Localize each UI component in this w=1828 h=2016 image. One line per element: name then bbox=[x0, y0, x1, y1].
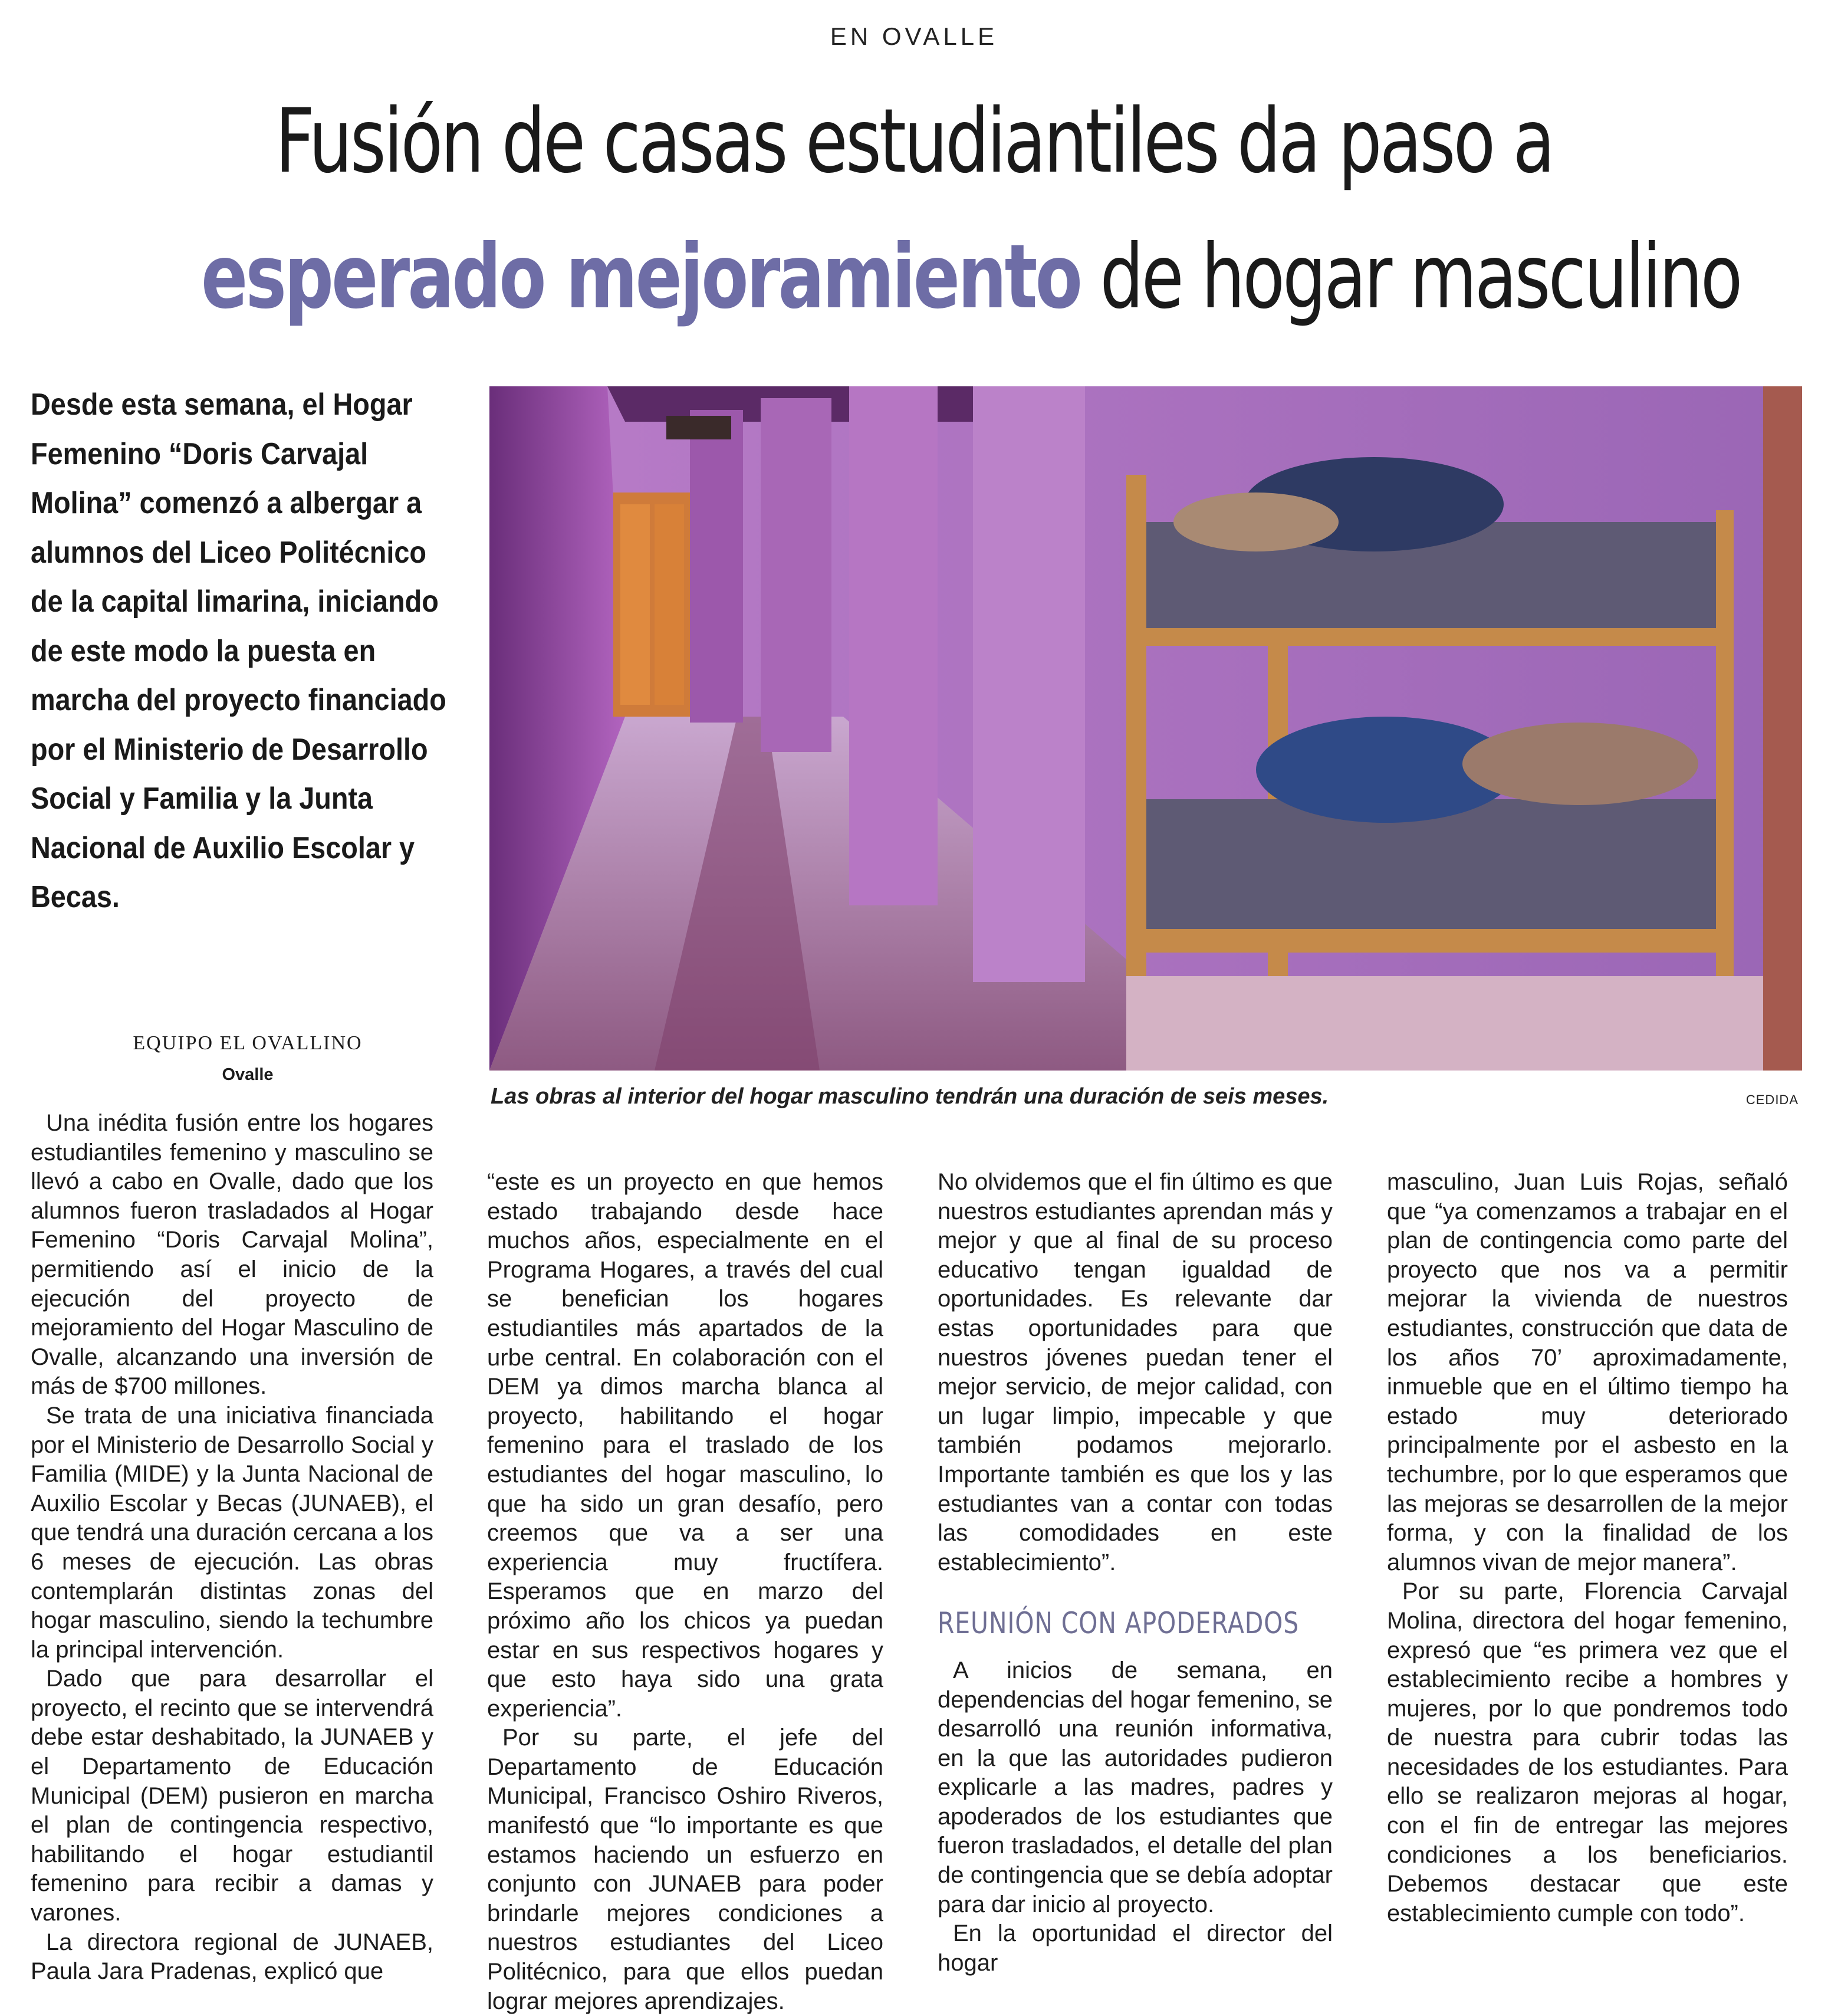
paragraph: Por su parte, Florencia Carvajal Molina, directora del hogar femenino, expresó que “es primera vez que el establecimiento recibe a hombres y mujeres, por lo que pondremos todo de nuestra para cubrir todas las necesidades de los estudiantes. Para ello se realizaron mejoras al hogar, con el fin de entregar las mejores condiciones a los beneficiarios. Debemos destacar que este establecimiento cumple con todo”. bbox=[1387, 1578, 1788, 1926]
paragraph: Una inédita fusión entre los hogares estudiantiles femenino y masculino se llevó a cabo en Ovalle, dado que los alumnos fueron trasladados al Hogar Femenino “Doris Carvajal Molina”, permitiendo así el inicio de la ejecución del proyecto de mejoramiento del Hogar Masculino de Ovalle, alcanzando una inversión de más de $700 millones. bbox=[31, 1110, 433, 1400]
paragraph: masculino, Juan Luis Rojas, señaló que “ya comenzamos a trabajar en el plan de contingencia como parte del proyecto que nos va a permitir mejorar la vivienda de nuestros estudiantes, construcción que data de los años 70’ aproximadamente, inmueble que en el último tiempo ha estado muy deteriorado principalmente por el asbesto en la techumbre, por lo que esperamos que las mejoras se desarrollen de la mejor forma, y con la finalidad de los alumnos vivan de mejor manera”. bbox=[1387, 1169, 1788, 1575]
article-photo bbox=[489, 386, 1802, 1071]
dormitory-photo-illustration bbox=[489, 386, 1802, 1071]
body-column-4 bbox=[1387, 1168, 1788, 1928]
headline-accent: esperado mejoramiento bbox=[201, 226, 1081, 329]
paragraph: A inicios de semana, en dependencias del hogar femenino, se desarrolló una reunión informativa, en la que las autoridades pudieron explicarle a las madres, padres y apoderados de los estudiantes que fueron trasladados, el detalle del plan de contingencia que se debía adoptar para dar inicio al proyecto. bbox=[938, 1657, 1333, 1918]
paragraph: La directora regional de JUNAEB, Paula Jara Pradenas, explicó que bbox=[31, 1929, 433, 1985]
lead-paragraph: Desde esta semana, el Hogar Femenino “Doris Carvajal Molina” comenzó a albergar a alumnos del Liceo Politécnico de la capital limarina, iniciando de este modo la puesta en marcha del proyecto financiado por el Ministerio de Desarrollo Social y Familia y la Junta Nacional de Auxilio Escolar y Becas. bbox=[31, 388, 446, 914]
paragraph: En la oportunidad el director del hogar bbox=[938, 1920, 1333, 1976]
section-label: EN OVALLE bbox=[830, 22, 998, 50]
paragraph: Se trata de una iniciativa financiada por el Ministerio de Desarrollo Social y Familia (MIDE) y la Junta Nacional de Auxilio Escolar y Becas (JUNAEB), el que tendrá una duración cercana a los 6 meses de ejecución. Las obras contemplarán distintas zonas del hogar masculino, siendo la techumbre la principal intervención. bbox=[31, 1402, 433, 1663]
photo-caption: Las obras al interior del hogar masculino tendrán una duración de seis meses. bbox=[491, 1084, 1329, 1109]
paragraph: Dado que para desarrollar el proyecto, el recinto que se intervendrá debe estar deshabitado, la JUNAEB y el Departamento de Educación Municipal (DEM) pusieron en marcha el plan de contingencia respectivo, habilitando el hogar estudiantil femenino para recibir a damas y varones. bbox=[31, 1666, 433, 1926]
subheading: REUNIÓN CON APODERADOS bbox=[938, 1606, 1300, 1641]
paragraph: No olvidemos que el fin último es que nuestros estudiantes aprendan más y mejor y que al final de su proceso educativo tengan igualdad de oportunidades. Es relevante dar estas oportunidades para que nuestros jóvenes puedan tener el mejor servicio, de mejor calidad, con un lugar limpio, impecable y que también podamos mejorarlo. Importante también es que los y las estudiantes van a contar con todas las comodidades en este establecimiento”. bbox=[938, 1169, 1333, 1575]
paragraph: “este es un proyecto en que hemos estado trabajando desde hace muchos años, especialmente en el Programa Hogares, a través del cual se benefician los hogares estudiantiles más apartados de la urbe central. En colaboración con el DEM ya dimos marcha blanca al proyecto, habilitando el hogar femenino para el traslado de los estudiantes del hogar masculino, lo que ha sido un gran desafío, pero creemos que va a ser una experiencia muy fructífera. Esperamos que en marzo del próximo año los chicos ya puedan estar en sus respectivos hogares y que esto haya sido una grata experiencia”. bbox=[487, 1169, 883, 1722]
byline-author: EQUIPO EL OVALLINO bbox=[133, 1032, 363, 1054]
headline-line-2 bbox=[201, 224, 1741, 330]
byline-location: Ovalle bbox=[222, 1065, 274, 1084]
body-column-2 bbox=[487, 1168, 883, 2016]
photo-credit: CEDIDA bbox=[1745, 1092, 1799, 1107]
headline-line-1: Fusión de casas estudiantiles da paso a bbox=[275, 90, 1553, 193]
paragraph: Por su parte, el jefe del Departamento de Educación Municipal, Francisco Oshiro Riveros, manifestó que “lo importante es que estamos haciendo un esfuerzo en conjunto con JUNAEB para poder brindarle mejores condiciones a nuestros estudiantes del Liceo Politécnico, para que ellos puedan lograr mejores aprendizajes. bbox=[487, 1725, 883, 2014]
headline-rest: de hogar masculino bbox=[1080, 226, 1741, 329]
body-column-3 bbox=[938, 1168, 1333, 1978]
body-column-1 bbox=[31, 1109, 433, 1987]
